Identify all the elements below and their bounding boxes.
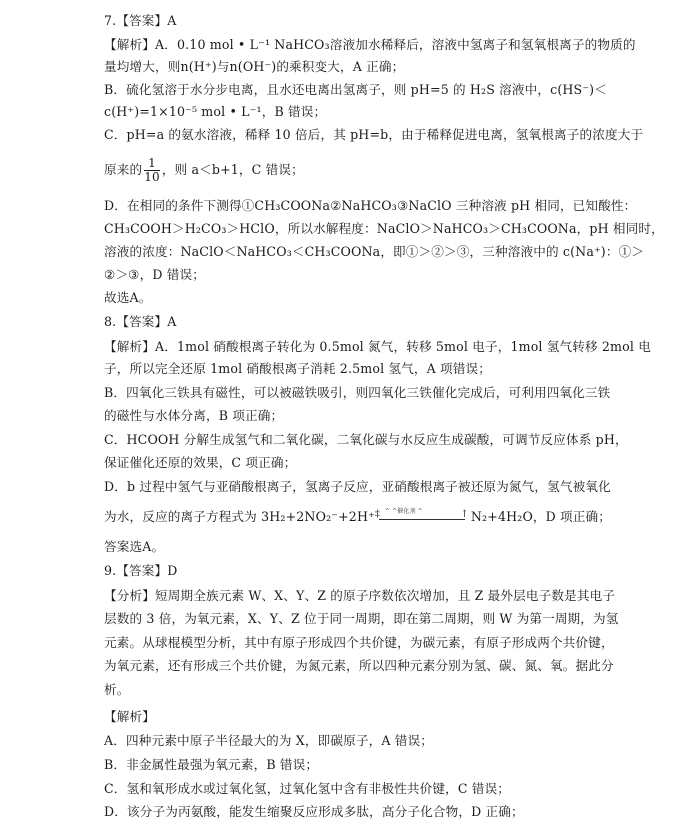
q8-option-c-1: C．HCOOH 分解生成氢气和二氧化碳，二氧化碳与水反应生成碳酸，可调节反应体系 pH，	[104, 432, 628, 447]
equation-suffix: N₂+4H₂O，D 项正确；	[470, 509, 612, 524]
q8-option-d-1: D．b 过程中氢气与亚硝酸根离子，氢离子反应，亚硝酸根离子被还原为氮气，氢气被氧化	[104, 479, 611, 494]
q7-option-d-2: CH₃COOH＞H₂CO₃＞HClO，所以水解程度：NaClO＞NaHCO₃＞CH₃COONa，pH 相同时，	[104, 221, 664, 236]
q7-option-d-3: 溶液的浓度：NaClO＜NaHCO₃＜CH₃COONa，即①＞②＞③，三种溶液中的 c(Na⁺)：①＞	[104, 244, 645, 259]
reaction-condition: ^ ^催化剂 ^	[384, 507, 423, 515]
equation-prefix: 为水，反应的离子方程式为 3H₂+2NO₂⁻+2H⁺	[104, 509, 375, 524]
q8-option-b-1: B．四氧化三铁具有磁性，可以被磁铁吸引，则四氧化三铁催化完成后，可利用四氧化三铁	[104, 385, 611, 400]
q7-option-b-1: B．硫化氢溶于水分步电离，且水还电离出氢离子，则 pH=5 的 H₂S 溶液中，c(HS⁻)＜	[104, 82, 607, 97]
q9-answer: 9.【答案】D	[104, 563, 178, 578]
q9-analysis-4: 为氧元素，还有形成三个共价键，为氮元素，所以四种元素分别为氢、碳、氮、氧。据此分	[104, 658, 614, 673]
q8-option-b-2: 的磁性与水体分离，B 项正确；	[104, 408, 284, 423]
q8-analysis-a-2: 子，所以完全还原 1mol 硝酸根离子消耗 2.5mol 氢气，A 项错误；	[104, 361, 492, 376]
q9-option-d: D．该分子为丙氨酸，能发生缩聚反应形成多肽，高分子化合物，D 正确；	[104, 804, 524, 819]
q9-analysis-2: 层数的 3 倍，为氧元素，X、Y、Z 位于同一周期，即在第二周期，则 W 为第一周期，为氢	[104, 611, 619, 626]
reaction-arrow-icon: ‡ ^ ^催化剂 ^ ↑	[374, 507, 469, 520]
q8-option-d-2	[104, 508, 692, 527]
q8-answer: 8.【答案】A	[104, 314, 177, 329]
fraction-suffix: ，则 a＜b+1，C 错误；	[161, 162, 304, 177]
q9-option-a: A．四种元素中原子半径最大的为 X，即碳原子，A 错误；	[104, 733, 434, 748]
fraction-prefix: 原来的	[104, 162, 143, 177]
q7-conclusion: 故选A。	[104, 290, 152, 305]
q9-analysis-3: 元素。从球棍模型分析，其中有原子形成四个共价键，为碳元素，有原子形成两个共价键，	[104, 635, 614, 650]
q9-solution-heading: 【解析】	[104, 709, 155, 724]
q8-conclusion: 答案选A。	[104, 539, 165, 554]
q7-analysis-a-1: 【解析】A．0.10 mol • L⁻¹ NaHCO₃溶液加水稀释后，溶液中氢离子和氢氧根离子的物质的	[104, 37, 636, 52]
fraction-denominator: 10	[144, 170, 160, 184]
q8-analysis-a-1: 【解析】A．1mol 硝酸根离子转化为 0.5mol 氮气，转移 5mol 电子，1mol 氢气转移 2mol 电	[104, 339, 651, 354]
q9-analysis-1: 【分析】短周期全族元素 W、X、Y、Z 的原子序数依次增加，且 Z 最外层电子数是其电子	[104, 588, 616, 603]
fraction-numerator: 1	[144, 157, 160, 171]
q7-option-c-2	[104, 157, 692, 184]
q8-option-c-2: 保证催化还原的效果，C 项正确；	[104, 455, 297, 470]
q9-option-c: C．氢和氧形成水或过氧化氢，过氧化氢中含有非极性共价键，C 错误；	[104, 781, 511, 796]
fraction	[144, 157, 160, 184]
q7-analysis-a-2: 量均增大，则n(H⁺)与n(OH⁻)的乘积变大，A 正确；	[104, 59, 405, 74]
q7-option-d-4: ②＞③，D 错误；	[104, 267, 205, 282]
q9-analysis-5: 析。	[104, 682, 130, 697]
q7-option-c-1: C．pH=a 的氨水溶液，稀释 10 倍后，其 pH=b，由于稀释促进电离，氢氧根离子的浓度大于	[104, 127, 644, 142]
q9-option-b: B．非金属性最强为氧元素，B 错误；	[104, 757, 319, 772]
q7-option-d-1: D．在相同的条件下测得①CH₃COONa②NaHCO₃③NaClO 三种溶液 pH 相同，已知酸性：	[104, 198, 637, 213]
q7-answer: 7.【答案】A	[104, 13, 177, 28]
q7-option-b-2: c(H⁺)=1×10⁻⁵ mol • L⁻¹，B 错误；	[104, 104, 327, 119]
